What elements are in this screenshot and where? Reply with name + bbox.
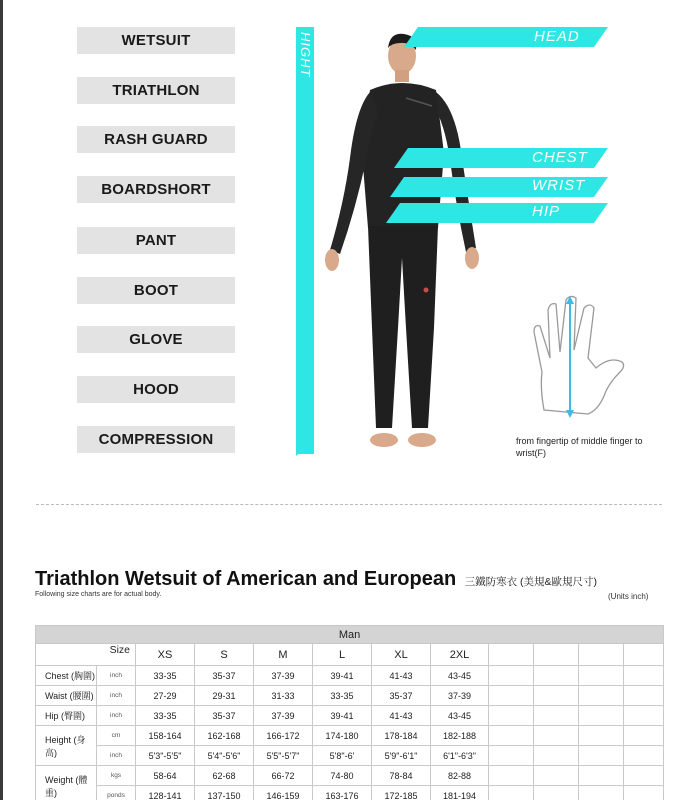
hand-diagram <box>526 292 636 422</box>
cell: 35-37 <box>195 706 254 726</box>
head-label: HEAD <box>534 28 580 45</box>
units-note: (Units inch) <box>608 592 649 601</box>
table-row <box>36 666 664 686</box>
empty-cell <box>489 686 534 706</box>
cell: 35-37 <box>195 666 254 686</box>
empty-cell <box>489 644 534 666</box>
size-chart-title-row <box>35 568 665 591</box>
size-table <box>35 625 664 800</box>
category-glove[interactable]: GLOVE <box>77 326 235 353</box>
empty-cell <box>579 726 624 746</box>
empty-cell <box>624 786 664 800</box>
cell: 43-45 <box>431 706 489 726</box>
empty-cell <box>624 746 664 766</box>
empty-cell <box>489 706 534 726</box>
cell: 37-39 <box>254 666 313 686</box>
empty-cell <box>624 644 664 666</box>
cell: 74-80 <box>313 766 372 786</box>
cell: 6'1"-6'3" <box>431 746 489 766</box>
empty-cell <box>534 786 579 800</box>
table-row <box>36 686 664 706</box>
table-row <box>36 746 664 766</box>
cell: 82-88 <box>431 766 489 786</box>
table-row <box>36 706 664 726</box>
table-row <box>36 726 664 746</box>
row-label: Chest (胸圍) <box>36 666 97 686</box>
cell: 37-39 <box>431 686 489 706</box>
empty-cell <box>534 644 579 666</box>
cell: 29-31 <box>195 686 254 706</box>
empty-cell <box>534 706 579 726</box>
hip-label: HIP <box>532 203 561 220</box>
height-label: HIGHT <box>298 32 313 78</box>
cell: 62-68 <box>195 766 254 786</box>
cell: 5'8"-6' <box>313 746 372 766</box>
category-rash-guard[interactable]: RASH GUARD <box>77 126 235 153</box>
cell: 5'3"-5'5" <box>136 746 195 766</box>
cell: 137-150 <box>195 786 254 800</box>
cell: 35-37 <box>372 686 431 706</box>
cell: 181-194 <box>431 786 489 800</box>
wrist-label: WRIST <box>532 177 586 194</box>
category-wetsuit[interactable]: WETSUIT <box>77 27 235 54</box>
cell: 41-43 <box>372 666 431 686</box>
row-unit: inch <box>97 686 136 706</box>
cell: 5'9"-6'1" <box>372 746 431 766</box>
cell: 37-39 <box>254 706 313 726</box>
category-compression[interactable]: COMPRESSION <box>77 426 235 453</box>
empty-cell <box>624 766 664 786</box>
cell: 41-43 <box>372 706 431 726</box>
cell: 43-45 <box>431 666 489 686</box>
empty-cell <box>579 666 624 686</box>
size-2xl: 2XL <box>431 644 489 666</box>
row-unit: inch <box>97 666 136 686</box>
empty-cell <box>489 766 534 786</box>
category-triathlon[interactable]: TRIATHLON <box>77 77 235 104</box>
category-boot[interactable]: BOOT <box>77 277 235 304</box>
row-unit: kgs <box>97 766 136 786</box>
cell: 163-176 <box>313 786 372 800</box>
wetsuit-model-figure <box>310 28 490 468</box>
cell: 66-72 <box>254 766 313 786</box>
row-unit: inch <box>97 706 136 726</box>
category-boardshort[interactable]: BOARDSHORT <box>77 176 235 203</box>
row-label: Hip (臀圍) <box>36 706 97 726</box>
cell: 178-184 <box>372 726 431 746</box>
cell: 174-180 <box>313 726 372 746</box>
size-s: S <box>195 644 254 666</box>
size-l: L <box>313 644 372 666</box>
cell: 27-29 <box>136 686 195 706</box>
row-label: Height (身高) <box>36 726 97 766</box>
empty-cell <box>489 666 534 686</box>
cell: 39-41 <box>313 706 372 726</box>
cell: 172-185 <box>372 786 431 800</box>
chest-label: CHEST <box>532 149 588 166</box>
empty-cell <box>579 686 624 706</box>
empty-cell <box>489 786 534 800</box>
empty-cell <box>579 644 624 666</box>
empty-cell <box>579 706 624 726</box>
section-divider <box>36 504 662 505</box>
cell: 5'5"-5'7" <box>254 746 313 766</box>
cell: 128-141 <box>136 786 195 800</box>
cell: 158-164 <box>136 726 195 746</box>
cell: 162-168 <box>195 726 254 746</box>
empty-cell <box>534 726 579 746</box>
cell: 166-172 <box>254 726 313 746</box>
hand-caption: from fingertip of middle finger to wrist(F) <box>516 436 643 458</box>
size-chart-note: Following size charts are for actual body. <box>35 591 162 598</box>
row-unit: cm <box>97 726 136 746</box>
empty-cell <box>534 746 579 766</box>
empty-cell <box>624 666 664 686</box>
cell: 33-35 <box>136 666 195 686</box>
cell: 78-84 <box>372 766 431 786</box>
empty-cell <box>534 766 579 786</box>
cell: 146-159 <box>254 786 313 800</box>
hip-tag <box>386 203 608 223</box>
row-label: Waist (腰圍) <box>36 686 97 706</box>
size-m: M <box>254 644 313 666</box>
cell: 58-64 <box>136 766 195 786</box>
cell: 33-35 <box>313 686 372 706</box>
cell: 5'4"-5'6" <box>195 746 254 766</box>
row-unit: inch <box>97 746 136 766</box>
size-chart-title-cn: 三鐵防寒衣 (美規&歐規尺寸) <box>464 576 598 588</box>
empty-cell <box>534 686 579 706</box>
table-row <box>36 766 664 786</box>
size-header: Size <box>36 644 136 666</box>
size-chart-title: Triathlon Wetsuit of American and European <box>35 568 457 590</box>
size-xl: XL <box>372 644 431 666</box>
row-label: Weight (體重) <box>36 766 97 800</box>
cell: 31-33 <box>254 686 313 706</box>
category-pant[interactable]: PANT <box>77 227 235 254</box>
empty-cell <box>579 766 624 786</box>
empty-cell <box>534 666 579 686</box>
category-hood[interactable]: HOOD <box>77 376 235 403</box>
window-edge <box>0 0 3 800</box>
empty-cell <box>579 746 624 766</box>
group-header: Man <box>36 626 664 644</box>
cell: 33-35 <box>136 706 195 726</box>
cell: 39-41 <box>313 666 372 686</box>
empty-cell <box>624 706 664 726</box>
empty-cell <box>624 686 664 706</box>
empty-cell <box>489 726 534 746</box>
empty-cell <box>624 726 664 746</box>
cell: 182-188 <box>431 726 489 746</box>
size-xs: XS <box>136 644 195 666</box>
empty-cell <box>579 786 624 800</box>
row-unit: ponds <box>97 786 136 800</box>
table-row <box>36 786 664 800</box>
empty-cell <box>489 746 534 766</box>
